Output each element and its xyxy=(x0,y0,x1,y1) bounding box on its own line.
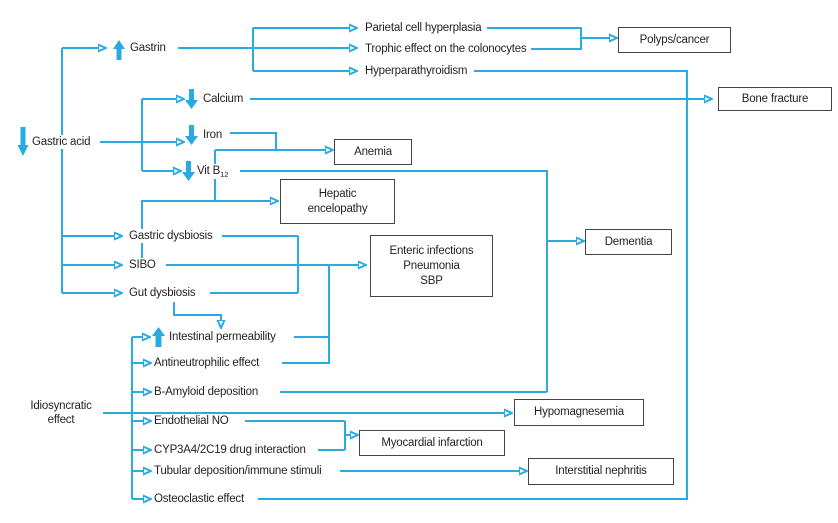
node-b-amyloid-deposition: B-Amyloid deposition xyxy=(154,386,259,398)
decrease-arrow-icon xyxy=(182,161,195,181)
myocardial-infarction-text: Myocardial infarction xyxy=(381,436,483,449)
outcome-box-anemia xyxy=(334,139,412,165)
node-gastrin: Gastrin xyxy=(130,42,166,54)
arrow-gut-to-permeability xyxy=(174,302,221,320)
outcome-box-myocardial-infarction xyxy=(359,430,505,456)
node-vit-b12 xyxy=(195,164,230,179)
node-idiosyncratic-effect xyxy=(18,399,104,427)
vit-b12-subscript: 12 xyxy=(220,170,229,179)
outcome-box-interstitial-nephritis xyxy=(528,458,674,485)
node-trophic-effect: Trophic effect on the colonocytes xyxy=(365,43,527,55)
node-hyperparathyroidism: Hyperparathyroidism xyxy=(365,65,468,77)
wire-permeability-bracket xyxy=(282,265,329,363)
idiosyncratic-line1: Idiosyncratic xyxy=(30,400,92,412)
enteric-text-line1: Enteric infections xyxy=(389,244,474,257)
anemia-text: Anemia xyxy=(354,145,392,158)
wire-iron-elbow xyxy=(230,133,276,150)
decrease-arrow-icon xyxy=(18,127,29,156)
hepatic-text-line1: Hepatic xyxy=(318,187,357,200)
node-gastric-dysbiosis: Gastric dysbiosis xyxy=(129,230,213,242)
increase-arrow-icon xyxy=(152,327,165,347)
node-gut-dysbiosis: Gut dysbiosis xyxy=(129,287,196,299)
node-iron: Iron xyxy=(203,129,223,141)
enteric-text-line3: SBP xyxy=(420,274,443,287)
node-tubular-deposition: Tubular deposition/immune stimuli xyxy=(154,465,322,477)
vit-b-text: Vit B xyxy=(197,165,221,177)
outcome-box-hepatic-encelopathy xyxy=(280,179,395,224)
decrease-arrow-icon xyxy=(185,125,198,145)
outcome-box-dementia xyxy=(585,229,672,255)
polyps-cancer-text: Polyps/cancer xyxy=(639,33,710,46)
node-gastric-acid: Gastric acid xyxy=(32,136,91,148)
node-calcium: Calcium xyxy=(203,93,244,105)
node-endothelial-no: Endothelial NO xyxy=(154,415,229,427)
interstitial-nephritis-text: Interstitial nephritis xyxy=(555,465,647,477)
hypomagnesemia-text: Hypomagnesemia xyxy=(534,406,624,418)
outcome-box-polyps-cancer xyxy=(618,27,731,53)
node-sibo: SIBO xyxy=(129,259,156,271)
dementia-text: Dementia xyxy=(604,235,653,248)
outcome-box-enteric-infections xyxy=(370,235,493,297)
enteric-text-line2: Pneumonia xyxy=(403,259,460,272)
node-antineutrophilic-effect: Antineutrophilic effect xyxy=(154,357,260,369)
node-osteoclastic-effect: Osteoclastic effect xyxy=(154,493,244,505)
outcome-box-bone-fracture xyxy=(718,87,832,111)
bone-fracture-text: Bone fracture xyxy=(741,92,809,105)
decrease-arrow-icon xyxy=(185,89,198,109)
node-intestinal-permeability: Intestinal permeability xyxy=(169,331,276,343)
increase-arrow-icon xyxy=(113,40,125,60)
outcome-box-hypomagnesemia xyxy=(514,399,644,426)
hepatic-text-line2: encelopathy xyxy=(307,202,368,215)
node-cyp3a4-2c19: CYP3A4/2C19 drug interaction xyxy=(154,444,306,456)
idiosyncratic-line2: effect xyxy=(47,414,75,426)
node-parietal-cell-hyperplasia: Parietal cell hyperplasia xyxy=(365,22,482,34)
